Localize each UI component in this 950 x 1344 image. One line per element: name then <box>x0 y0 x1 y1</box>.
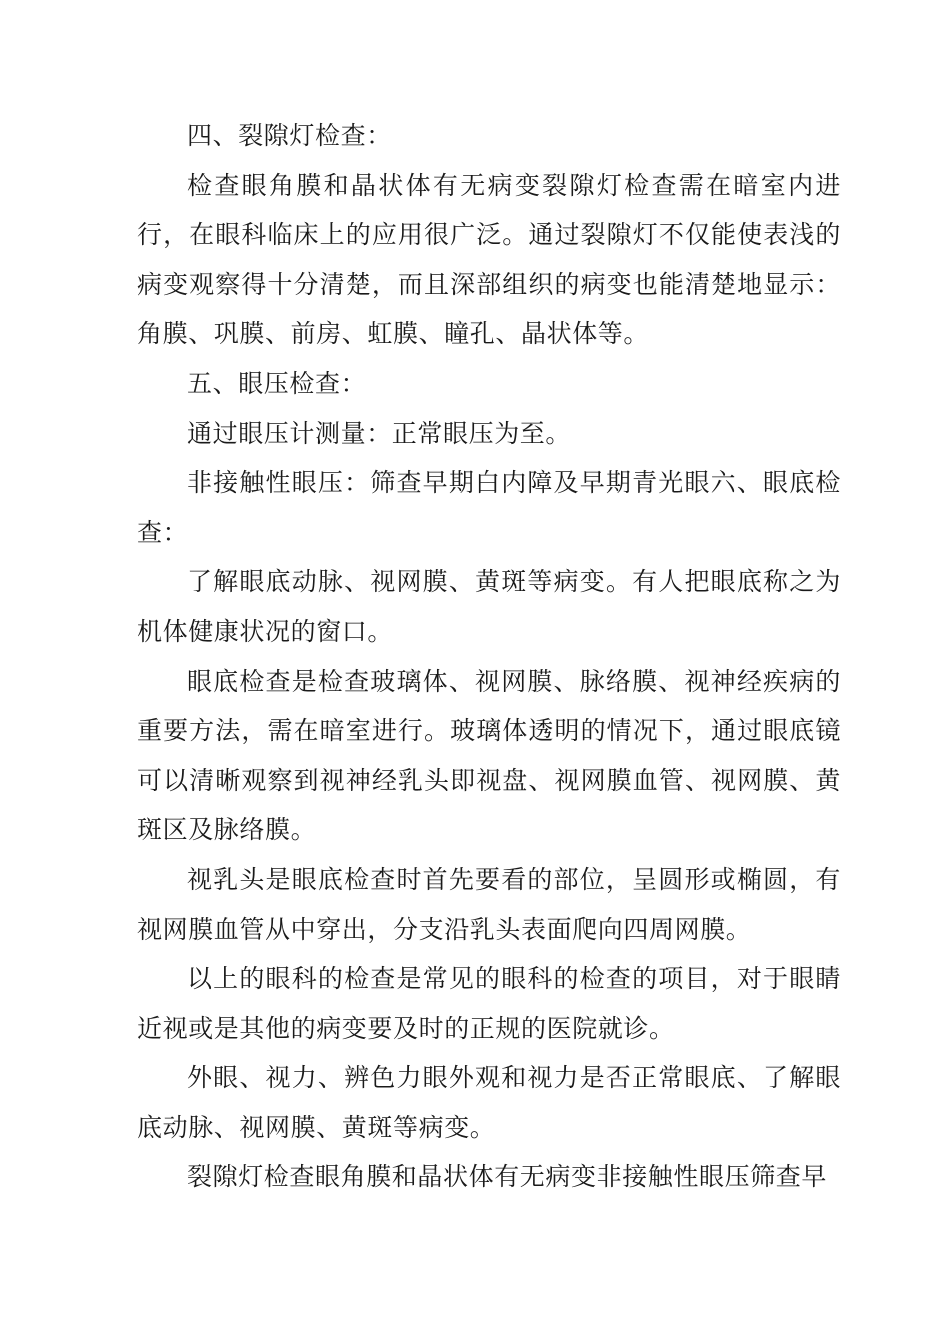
paragraph-slit-lamp-description: 检查眼角膜和晶状体有无病变裂隙灯检查需在暗室内进行，在眼科临床上的应用很广泛。通过裂隙灯不仅能使表浅的病变观察得十分清楚，而且深部组织的病变也能清楚地显示：角膜、巩膜、前房、虹膜、瞳孔、晶状体等。 <box>137 170 841 349</box>
document-page <box>137 0 841 1202</box>
paragraph-tonometer: 通过眼压计测量：正常眼压为至。 <box>187 418 572 448</box>
paragraph-summary: 以上的眼科的检查是常见的眼科的检查的项目，对于眼睛近视或是其他的病变要及时的正规的医院就诊。 <box>137 964 841 1043</box>
section-heading-slit-lamp: 四、裂隙灯检查： <box>187 121 392 150</box>
paragraph-fundus-overview: 了解眼底动脉、视网膜、黄斑等病变。有人把眼底称之为机体健康状况的窗口。 <box>137 567 841 646</box>
paragraph-optic-disc: 视乳头是眼底检查时首先要看的部位，呈圆形或椭圆，有视网膜血管从中穿出，分支沿乳头表面爬向四周网膜。 <box>137 864 841 944</box>
paragraph-slit-lamp-summary: 裂隙灯检查眼角膜和晶状体有无病变非接触性眼压筛查早 <box>187 1162 828 1192</box>
section-heading-intraocular-pressure: 五、眼压检查： <box>187 368 367 398</box>
paragraph-non-contact-tonometry: 非接触性眼压：筛查早期白内障及早期青光眼六、眼底检查： <box>137 468 841 547</box>
paragraph-fundus-exam-method: 眼底检查是检查玻璃体、视网膜、脉络膜、视神经疾病的重要方法，需在暗室进行。玻璃体透明的情况下，通过眼底镜可以清晰观察到视神经乳头即视盘、视网膜血管、视网膜、黄斑区及脉络膜。 <box>137 666 841 845</box>
paragraph-external-eye: 外眼、视力、辨色力眼外观和视力是否正常眼底、了解眼底动脉、视网膜、黄斑等病变。 <box>137 1063 841 1142</box>
